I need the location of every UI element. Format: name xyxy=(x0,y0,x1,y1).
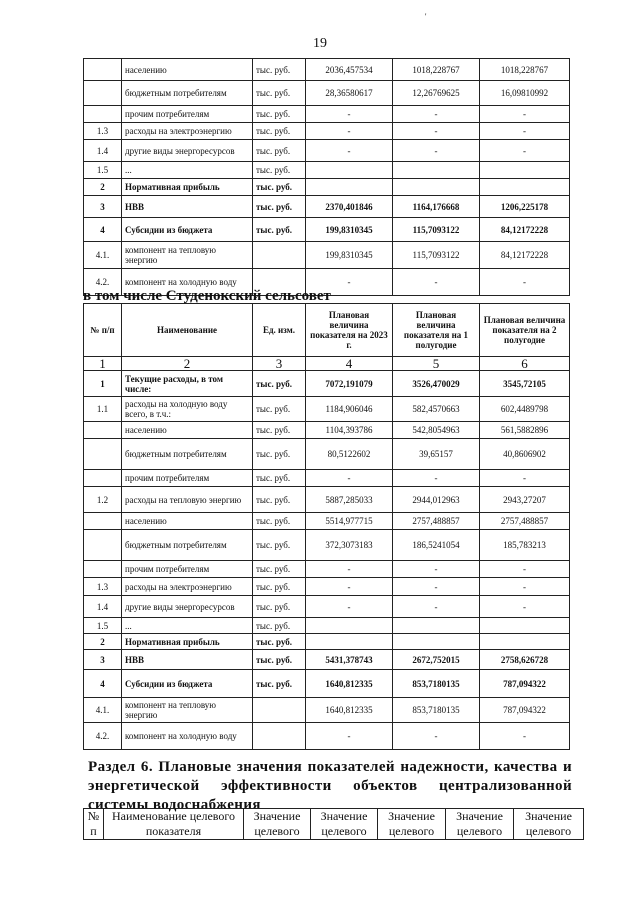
row-value-1 xyxy=(306,634,393,650)
row-name: населению xyxy=(122,59,253,81)
row-value-1: 80,5122602 xyxy=(306,439,393,470)
table-row xyxy=(84,140,570,162)
row-unit xyxy=(253,242,306,269)
row-value-3: 84,12172228 xyxy=(480,242,570,269)
subheading-studenoksky: в том числе Студенокский сельсовет xyxy=(83,288,331,304)
row-value-1: 1104,393786 xyxy=(306,422,393,439)
row-number xyxy=(84,530,122,561)
row-value-1: - xyxy=(306,470,393,487)
row-unit: тыс. руб. xyxy=(253,618,306,634)
table-row xyxy=(84,397,570,422)
row-value-3: 787,094322 xyxy=(480,698,570,723)
row-name: компонент на холодную воду xyxy=(122,723,253,750)
row-value-2: 1018,228767 xyxy=(393,59,480,81)
table-row xyxy=(84,487,570,513)
budget-table-continuation xyxy=(83,58,570,296)
row-name: ... xyxy=(122,162,253,179)
indicators-header-row xyxy=(84,809,584,840)
table-row xyxy=(84,218,570,242)
row-unit: тыс. руб. xyxy=(253,140,306,162)
row-number xyxy=(84,106,122,123)
row-value-3: 1206,225178 xyxy=(480,196,570,218)
row-value-3: 2943,27207 xyxy=(480,487,570,513)
indicators-table xyxy=(83,808,584,840)
row-name: компонент на тепловую энергию xyxy=(122,242,253,269)
row-value-3: 3545,72105 xyxy=(480,371,570,397)
row-value-2: - xyxy=(393,123,480,140)
row-value-1 xyxy=(306,618,393,634)
indicators-header-name: Наименование целевого показателя xyxy=(104,809,244,840)
row-number: 4 xyxy=(84,670,122,698)
table-row xyxy=(84,196,570,218)
table-row xyxy=(84,439,570,470)
row-unit: тыс. руб. xyxy=(253,487,306,513)
row-value-1 xyxy=(306,179,393,196)
row-name: расходы на электроэнергию xyxy=(122,578,253,596)
row-number: 4.2. xyxy=(84,269,122,296)
row-unit: тыс. руб. xyxy=(253,371,306,397)
row-unit: тыс. руб. xyxy=(253,650,306,670)
table-row xyxy=(84,561,570,578)
row-number: 4.1. xyxy=(84,242,122,269)
col-index-6: 6 xyxy=(480,357,570,371)
scan-mark: ' xyxy=(425,12,427,21)
table-row xyxy=(84,596,570,618)
row-number xyxy=(84,422,122,439)
row-unit: тыс. руб. xyxy=(253,123,306,140)
row-number: 1 xyxy=(84,371,122,397)
row-value-1: 372,3073183 xyxy=(306,530,393,561)
budget-table-studenoksky xyxy=(83,303,570,750)
column-index-row xyxy=(84,357,570,371)
row-value-1: 1184,906046 xyxy=(306,397,393,422)
row-number: 4 xyxy=(84,218,122,242)
row-value-1: 199,8310345 xyxy=(306,242,393,269)
table-row xyxy=(84,650,570,670)
row-unit xyxy=(253,723,306,750)
row-number xyxy=(84,81,122,106)
row-value-2: - xyxy=(393,269,480,296)
row-value-3: 2757,488857 xyxy=(480,513,570,530)
row-value-2: 542,8054963 xyxy=(393,422,480,439)
row-value-1: - xyxy=(306,578,393,596)
row-value-3: - xyxy=(480,269,570,296)
row-value-2: 3526,470029 xyxy=(393,371,480,397)
row-name: компонент на тепловую энергию xyxy=(122,698,253,723)
col-index-4: 4 xyxy=(306,357,393,371)
row-value-1: - xyxy=(306,269,393,296)
row-value-3: 40,8606902 xyxy=(480,439,570,470)
table-row xyxy=(84,698,570,723)
row-value-2: 115,7093122 xyxy=(393,242,480,269)
row-name: бюджетным потребителям xyxy=(122,530,253,561)
row-value-2 xyxy=(393,162,480,179)
row-value-1: - xyxy=(306,123,393,140)
row-value-2: - xyxy=(393,561,480,578)
table-row xyxy=(84,723,570,750)
table-header-row xyxy=(84,304,570,357)
row-value-1: 7072,191079 xyxy=(306,371,393,397)
row-unit: тыс. руб. xyxy=(253,106,306,123)
table-row xyxy=(84,106,570,123)
row-value-1: - xyxy=(306,140,393,162)
table-row xyxy=(84,371,570,397)
row-value-2: 12,26769625 xyxy=(393,81,480,106)
header-unit: Ед. изм. xyxy=(253,304,306,357)
row-value-1: 2036,457534 xyxy=(306,59,393,81)
row-value-2: 2944,012963 xyxy=(393,487,480,513)
row-value-3: 787,094322 xyxy=(480,670,570,698)
row-name: бюджетным потребителям xyxy=(122,439,253,470)
table-row xyxy=(84,179,570,196)
col-index-1: 1 xyxy=(84,357,122,371)
row-name: другие виды энергоресурсов xyxy=(122,140,253,162)
row-value-2: - xyxy=(393,470,480,487)
row-number: 1.4 xyxy=(84,596,122,618)
row-number: 1.2 xyxy=(84,487,122,513)
row-name: расходы на тепловую энергию xyxy=(122,487,253,513)
col-index-3: 3 xyxy=(253,357,306,371)
row-value-2 xyxy=(393,179,480,196)
row-value-3: 1018,228767 xyxy=(480,59,570,81)
row-unit: тыс. руб. xyxy=(253,397,306,422)
row-number: 2 xyxy=(84,179,122,196)
table-row xyxy=(84,59,570,81)
table-row xyxy=(84,81,570,106)
row-value-3: - xyxy=(480,578,570,596)
row-number xyxy=(84,59,122,81)
row-number: 3 xyxy=(84,196,122,218)
row-value-3: 561,5882896 xyxy=(480,422,570,439)
row-value-3: 84,12172228 xyxy=(480,218,570,242)
row-value-2: - xyxy=(393,106,480,123)
row-value-1: - xyxy=(306,561,393,578)
row-unit: тыс. руб. xyxy=(253,439,306,470)
row-value-1: 28,36580617 xyxy=(306,81,393,106)
row-value-3: 16,09810992 xyxy=(480,81,570,106)
row-name: населению xyxy=(122,513,253,530)
row-value-2: 186,5241054 xyxy=(393,530,480,561)
row-value-2: - xyxy=(393,723,480,750)
row-value-3: 2758,626728 xyxy=(480,650,570,670)
row-name: НВВ xyxy=(122,196,253,218)
row-value-2: 2672,752015 xyxy=(393,650,480,670)
row-value-2 xyxy=(393,634,480,650)
row-name: прочим потребителям xyxy=(122,470,253,487)
row-unit: тыс. руб. xyxy=(253,634,306,650)
row-value-2 xyxy=(393,618,480,634)
indicators-header-value-2: Значение целевого xyxy=(311,809,378,840)
row-value-1: 199,8310345 xyxy=(306,218,393,242)
row-unit: тыс. руб. xyxy=(253,162,306,179)
row-unit: тыс. руб. xyxy=(253,530,306,561)
row-unit: тыс. руб. xyxy=(253,670,306,698)
table-row xyxy=(84,242,570,269)
row-value-1 xyxy=(306,162,393,179)
table-row xyxy=(84,634,570,650)
row-value-1: 5514,977715 xyxy=(306,513,393,530)
row-value-3: - xyxy=(480,140,570,162)
row-value-2: 2757,488857 xyxy=(393,513,480,530)
page-number: 19 xyxy=(313,36,327,51)
indicators-header-value-1: Значение целевого xyxy=(244,809,311,840)
row-number: 1.3 xyxy=(84,123,122,140)
table-row xyxy=(84,123,570,140)
row-name: Нормативная прибыль xyxy=(122,179,253,196)
table-row xyxy=(84,670,570,698)
row-unit: тыс. руб. xyxy=(253,578,306,596)
row-number: 1.3 xyxy=(84,578,122,596)
row-value-2: - xyxy=(393,596,480,618)
row-unit: тыс. руб. xyxy=(253,561,306,578)
row-number xyxy=(84,561,122,578)
row-number: 1.1 xyxy=(84,397,122,422)
table-row xyxy=(84,513,570,530)
row-unit: тыс. руб. xyxy=(253,218,306,242)
row-value-2: 853,7180135 xyxy=(393,670,480,698)
row-name: населению xyxy=(122,422,253,439)
row-name: Субсидии из бюджета xyxy=(122,218,253,242)
row-value-3: - xyxy=(480,596,570,618)
row-name: бюджетным потребителям xyxy=(122,81,253,106)
indicators-header-num: № п xyxy=(84,809,104,840)
row-name: другие виды энергоресурсов xyxy=(122,596,253,618)
row-value-1: 5887,285033 xyxy=(306,487,393,513)
header-num: № п/п xyxy=(84,304,122,357)
row-name: расходы на холодную воду всего, в т.ч.: xyxy=(122,397,253,422)
row-name: Субсидии из бюджета xyxy=(122,670,253,698)
row-unit: тыс. руб. xyxy=(253,59,306,81)
row-number xyxy=(84,513,122,530)
row-value-2: - xyxy=(393,140,480,162)
row-unit: тыс. руб. xyxy=(253,596,306,618)
header-name: Наименование xyxy=(122,304,253,357)
row-value-2: 39,65157 xyxy=(393,439,480,470)
row-number xyxy=(84,470,122,487)
row-name: прочим потребителям xyxy=(122,561,253,578)
table-row xyxy=(84,578,570,596)
row-value-2: 582,4570663 xyxy=(393,397,480,422)
indicators-header-value-3: Значение целевого xyxy=(378,809,446,840)
row-unit: тыс. руб. xyxy=(253,513,306,530)
table-row xyxy=(84,470,570,487)
section-6-heading: Раздел 6. Плановые значения показателей надежности, качества и энергетической эффективности объектов централизованной системы водоснабжения xyxy=(88,759,572,813)
row-unit: тыс. руб. xyxy=(253,470,306,487)
row-value-1: - xyxy=(306,596,393,618)
header-plan-h2: Плановая величина показателя на 2 полугодие xyxy=(480,304,570,357)
row-value-3: - xyxy=(480,470,570,487)
indicators-header-value-4: Значение целевого xyxy=(446,809,514,840)
row-number: 1.5 xyxy=(84,618,122,634)
table-row xyxy=(84,422,570,439)
row-value-3: - xyxy=(480,723,570,750)
row-value-3: 185,783213 xyxy=(480,530,570,561)
row-number: 3 xyxy=(84,650,122,670)
row-number: 2 xyxy=(84,634,122,650)
row-value-1: 5431,378743 xyxy=(306,650,393,670)
row-name: прочим потребителям xyxy=(122,106,253,123)
row-name: Нормативная прибыль xyxy=(122,634,253,650)
row-number: 4.1. xyxy=(84,698,122,723)
row-value-3 xyxy=(480,618,570,634)
row-value-3: - xyxy=(480,123,570,140)
table-row xyxy=(84,618,570,634)
row-number: 1.5 xyxy=(84,162,122,179)
row-value-2: 1164,176668 xyxy=(393,196,480,218)
row-unit: тыс. руб. xyxy=(253,422,306,439)
row-value-1: 1640,812335 xyxy=(306,670,393,698)
row-unit: тыс. руб. xyxy=(253,196,306,218)
row-value-1: 1640,812335 xyxy=(306,698,393,723)
row-name: расходы на электроэнергию xyxy=(122,123,253,140)
indicators-header-value-5: Значение целевого xyxy=(514,809,584,840)
row-name: НВВ xyxy=(122,650,253,670)
row-value-1: - xyxy=(306,723,393,750)
row-unit: тыс. руб. xyxy=(253,81,306,106)
row-value-3: - xyxy=(480,106,570,123)
row-value-3 xyxy=(480,634,570,650)
row-number: 4.2. xyxy=(84,723,122,750)
row-value-2: 853,7180135 xyxy=(393,698,480,723)
row-name: ... xyxy=(122,618,253,634)
row-name: компонент на холодную воду xyxy=(122,269,253,296)
row-value-3 xyxy=(480,179,570,196)
row-name: Текущие расходы, в том числе: xyxy=(122,371,253,397)
row-value-1: - xyxy=(306,106,393,123)
row-value-2: - xyxy=(393,578,480,596)
table-row xyxy=(84,530,570,561)
header-plan-h1: Плановая величина показателя на 1 полугодие xyxy=(393,304,480,357)
col-index-5: 5 xyxy=(393,357,480,371)
row-unit xyxy=(253,698,306,723)
col-index-2: 2 xyxy=(122,357,253,371)
row-number xyxy=(84,439,122,470)
table-row xyxy=(84,162,570,179)
row-unit: тыс. руб. xyxy=(253,179,306,196)
row-value-3 xyxy=(480,162,570,179)
row-value-3: 602,4489798 xyxy=(480,397,570,422)
row-value-1: 2370,401846 xyxy=(306,196,393,218)
row-value-2: 115,7093122 xyxy=(393,218,480,242)
row-value-3: - xyxy=(480,561,570,578)
row-number: 1.4 xyxy=(84,140,122,162)
header-plan-2023: Плановая величина показателя на 2023 г. xyxy=(306,304,393,357)
